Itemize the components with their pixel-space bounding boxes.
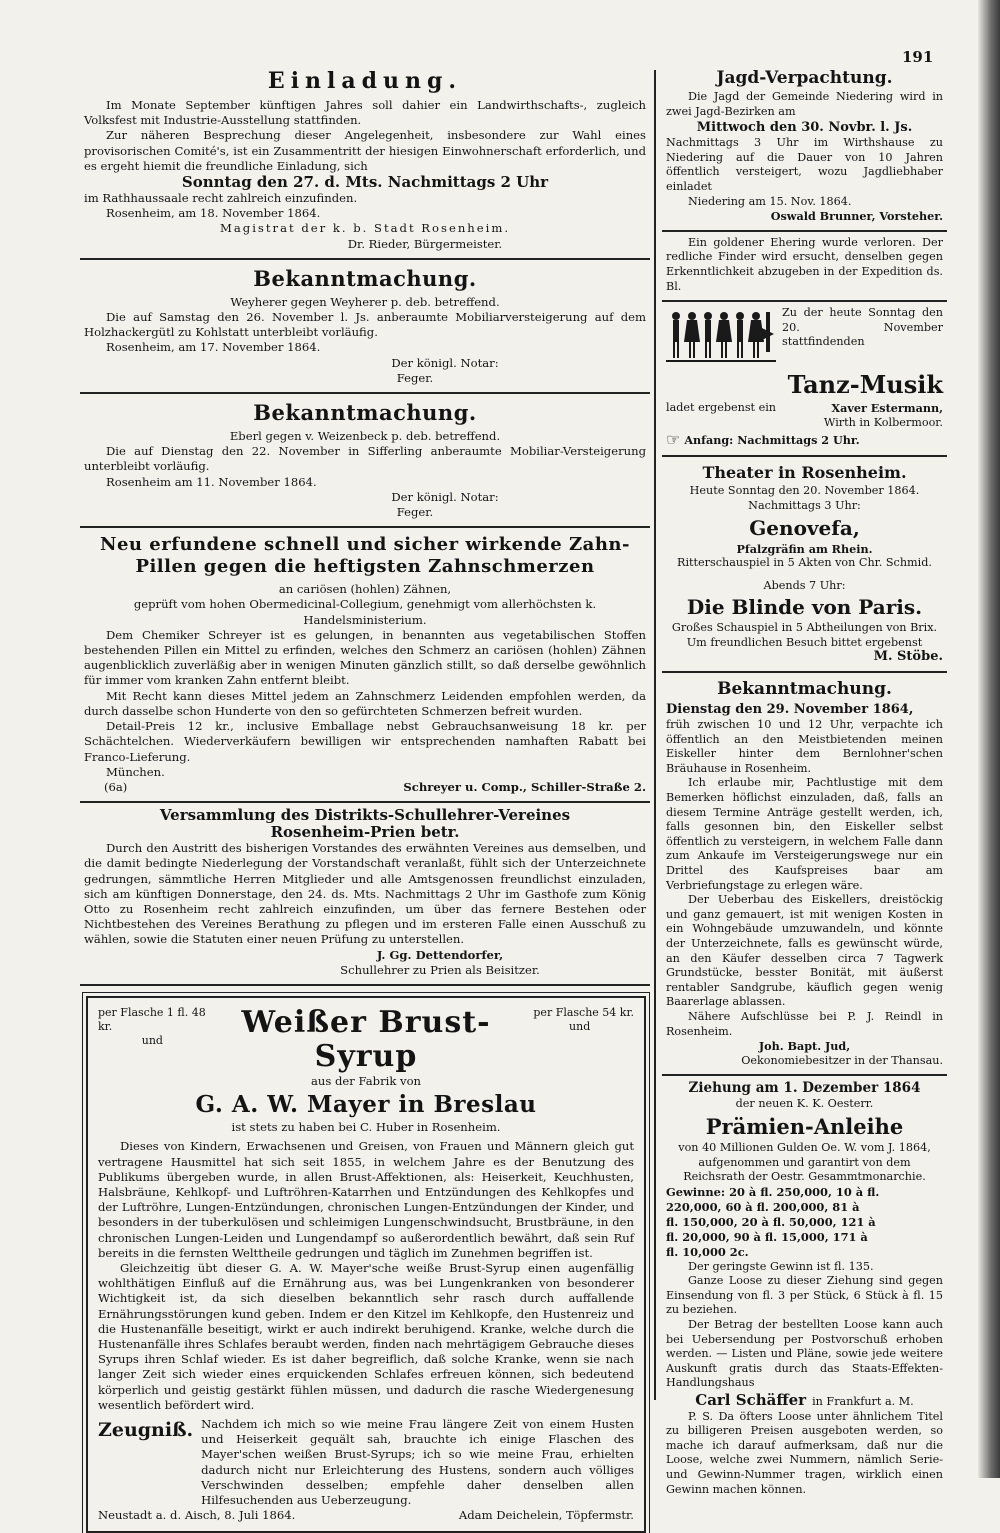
zahn-code: (6a)	[104, 779, 128, 794]
ehering-text: Ein goldener Ehering wurde verloren. Der redliche Finder wird ersucht, denselben gegen Erkenntlichkeit abzugeben in der Expedition ds. Bl.	[666, 235, 943, 293]
zahn-city: München.	[106, 764, 165, 779]
zahn-title: Neu erfundene schnell und sicher wirkende Zahn-Pillen gegen die heftigsten Zahnschmerzen	[100, 534, 630, 578]
anleihe-l3: von 40 Millionen Gulden Oe. W. vom J. 1864, aufgenommen und garantirt von dem Reichsrath der Oestr. Gesammtmonarchie.	[678, 1140, 931, 1184]
einladung-p2: Zur näheren Besprechung dieser Angelegenheit, insbesondere zur Wahl eines provisorischen Comité's, ist ein Zusammentritt der hiesigen Einwohnerschaft erforderlich, und es ergeht hiemit die freundliche Einladung, sich	[84, 128, 646, 173]
theater-play1c: Ritterschauspiel in 5 Akten von Chr. Schmid.	[677, 556, 932, 570]
price-right-und: und	[569, 1019, 591, 1033]
verein-text: Durch den Austritt des bisherigen Vorstandes des erwähnten Vereines aus demselben, und die damit bedingte Niederlegung der Vorstandschaft veranlaßt, fühlt sich der Unterzeichnete gedrungen, sämmtliche Herren Mitglieder und alle Amtsgenossen freundlichst einzuladen, sich am künftigen Donnerstage, den 24. ds. Mts. Nachmittags 2 Uhr im Gasthofe zum König Otto zu Rosenheim recht zahlreich einzufinden, um über das fernere Bestehen oder Nichtbestehen des Vereines Berathung zu pflegen und im ersteren Falle einen Ausschuß zu wählen, sowie die Statuten einer neuen Prüfung zu unterstellen.	[84, 841, 646, 947]
zeugnis-place-date: Neustadt a. d. Aisch, 8. Juli 1864.	[98, 1508, 296, 1523]
gain-line: fl. 20,000, 90 à fl. 15,000, 171 à	[666, 1229, 868, 1244]
anleihe-title: Prämien-Anleihe	[705, 1113, 904, 1139]
tanz-host: Xaver Estermann,	[831, 401, 943, 416]
theater-title: Theater in Rosenheim.	[702, 463, 907, 483]
einladung-date: Sonntag den 27. d. Mts. Nachmittags 2 Uhr	[181, 173, 549, 192]
anleihe-p2: Der Betrag der bestellten Loose kann auch bei Uebersendung per Postvorschuß erhoben werden. — Listen und Pläne, sowie jede weitere Auskunft gratis durch das Staats-Effekten-Handlungshaus	[666, 1318, 943, 1390]
zeugnis-block	[98, 1417, 634, 1508]
syrup-dealer: ist stets zu haben bei C. Huber in Rosenheim.	[231, 1120, 501, 1135]
zeugnis-footer	[98, 1508, 634, 1523]
anleihe-min: Der geringste Gewinn ist fl. 135.	[688, 1259, 874, 1273]
dancers-illustration	[666, 308, 776, 366]
jagd-sig: Oswald Brunner, Vorsteher.	[770, 209, 943, 224]
gain-line: fl. 150,000, 20 à fl. 50,000, 121 à	[666, 1214, 876, 1229]
bek3-sig1: Joh. Bapt. Jud,	[758, 1039, 851, 1054]
theater-l3: Abends 7 Uhr:	[763, 578, 846, 592]
column-divider	[654, 70, 656, 1400]
bekanntmachung-1	[80, 260, 650, 394]
zahn-sub1: an cariösen (hohlen) Zähnen,	[278, 582, 452, 597]
bek2-sig2: Feger.	[396, 505, 434, 520]
bek2-place-date: Rosenheim am 11. November 1864.	[106, 474, 317, 489]
einladung-notice	[80, 62, 650, 260]
verein-sig2: Schullehrer zu Prien als Beisitzer.	[340, 962, 540, 977]
anleihe-gains	[666, 1185, 943, 1260]
anleihe-firm-row	[666, 1391, 943, 1410]
theater-l2: Nachmittags 3 Uhr:	[748, 498, 861, 512]
pointing-hand-icon: ☞	[666, 430, 681, 450]
syrup-title: Weißer Brust-Syrup	[241, 1004, 491, 1074]
bek2-sig1: Der königl. Notar:	[391, 489, 499, 504]
schullehrer-verein-notice	[80, 803, 650, 986]
verein-title1: Versammlung des Distrikts-Schullehrer-Vereines	[159, 806, 571, 825]
tanz-musik-ad	[662, 302, 947, 457]
jagd-title: Jagd-Verpachtung.	[716, 68, 893, 88]
verein-sig1: J. Gg. Dettendorfer,	[376, 947, 504, 962]
theater-l1: Heute Sonntag den 20. November 1864.	[689, 484, 920, 498]
zeugnis-signer: Adam Deichelein, Töpfermstr.	[458, 1508, 634, 1523]
price-left-und: und	[141, 1033, 163, 1047]
zahn-p1: Dem Chemiker Schreyer ist es gelungen, in benannten aus vegetabilischen Stoffen bestehenden Pillen ein Mittel zu erfinden, welches den Schmerz an cariösen (hohlen) Zähnen augenblicklich zuverläßig aber in wenigen Minuten gänzlich stillt, so daß derselbe gewöhnlich für immer vom kranken Zahn entfernt bleibt.	[84, 627, 646, 688]
bek2-subject: Eberl gegen v. Weizenbeck p. deb. betreffend.	[229, 429, 501, 444]
left-column	[80, 62, 650, 1523]
theater-play1: Genovefa,	[749, 515, 860, 540]
praemien-anleihe-ad	[662, 1076, 947, 1503]
gain-line: Gewinne: 20 à fl. 250,000, 10 à fl.	[666, 1184, 880, 1199]
tanz-host2: Wirth in Kolbermoor.	[823, 415, 943, 429]
einladung-place-date: Rosenheim, am 18. November 1864.	[106, 206, 321, 221]
theater-play1b: Pfalzgräfin am Rhein.	[736, 541, 873, 556]
theater-ad	[662, 457, 947, 673]
anleihe-ps: P. S. Da öfters Loose unter ähnlichem Titel zu billigeren Preisen ausgeboten werden, so mache ich darauf aufmerksam, daß nur die Loose, welche zwei Nummern, nämlich Serie- und Gewinn-Nummer tragen, wirklich einen Gewinn machen können.	[666, 1409, 943, 1496]
einladung-p1: Im Monate September künftigen Jahres soll dahier ein Landwirthschafts-, zugleich Volksfest mit Industrie-Ausstellung stattfinden.	[84, 98, 646, 128]
jagd-verpachtung	[662, 62, 947, 232]
syrup-p1: Dieses von Kindern, Erwachsenen und Greisen, von Frauen und Männern gleich gut vertragene Hausmittel hat sich seit 1855, in welchem Jahre es der Benutzung des Publikums übergeben wurde, in allen Brust-Affektionen, als: Heiserkeit, Keuchhusten, Halsbräune, Kehlkopf- und Luftröhren-Katarrhen und Entzündungen des Kehlkopfes und der Luftröhre, Lungen-Entzündungen, chronischen Lungen-Entzündungen der Kinder, und besonders in der tuberkulösen und schleimigen Lungenschwindsucht, Brustbräune, in den chronischen Lungen-Leiden und Lungendampf so außerordentlich bewährt, daß sein Ruf bereits in die fernsten Welttheile gedrungen und täglich im Zunehmen begriffen ist.	[98, 1139, 634, 1260]
bek2-title: Bekanntmachung.	[253, 400, 477, 426]
verein-title2: Rosenheim-Prien betr.	[270, 823, 460, 842]
bek1-text: Die auf Samstag den 26. November l. Js. anberaumte Mobiliarversteigerung auf dem Holzhackergütl zu Kohlstatt unterbleibt vorläufig.	[84, 310, 646, 340]
zahn-footer	[84, 780, 646, 795]
bek3-sig2: Oekonomiebesitzer in der Thansau.	[741, 1053, 943, 1067]
einladung-sig2: Dr. Rieder, Bürgermeister.	[347, 236, 503, 251]
anleihe-l2: der neuen K. K. Oesterr.	[735, 1097, 874, 1111]
syrup-from: aus der Fabrik von	[310, 1073, 422, 1088]
theater-l4: Um freundlichen Besuch bittet ergebenst	[686, 635, 923, 649]
price-right-text: per Flasche 54 kr.	[533, 1005, 635, 1019]
bek3-date: Dienstag den 29. November 1864,	[666, 702, 914, 718]
page-edge-shadow	[978, 0, 1000, 1478]
jagd-place-date: Niedering am 15. Nov. 1864.	[688, 194, 852, 208]
bek1-subject: Weyherer gegen Weyherer p. deb. betreffend.	[230, 294, 500, 309]
einladung-p3: im Rathhaussaale recht zahlreich einzufinden.	[84, 191, 358, 206]
bek1-place-date: Rosenheim, am 17. November 1864.	[106, 340, 321, 355]
tanz-top	[666, 306, 943, 368]
bek1-title: Bekanntmachung.	[253, 265, 477, 291]
zeugnis-text: Nachdem ich mich so wie meine Frau längere Zeit von einem Husten und Heiserkeit gequält sah, brauchte ich einige Flaschen des Mayer'schen weißen Brust-Syrups; ich so wie meine Frau, erhielten dadurch nicht nur Erleichterung des Hustens, sondern auch völliges Verschwinden desselben; empfehle daher denselben allen Hilfesuchenden aus Ueberzeugung.	[201, 1417, 634, 1508]
bekanntmachung-3	[662, 673, 947, 1076]
theater-play2: Die Blinde von Paris.	[686, 595, 923, 620]
syrup-price-left	[98, 1006, 207, 1048]
theater-play2b: Großes Schauspiel in 5 Abtheilungen von Brix.	[671, 621, 938, 635]
zahn-p2: Mit Recht kann dieses Mittel jedem an Zahnschmerz Leidenden empfohlen werden, da durch dasselbe schon Hunderte von den so gefürchteten Schmerzen befreit wurden.	[84, 688, 646, 718]
zeugnis-title: Zeugniß.	[98, 1419, 194, 1441]
brust-syrup-ad	[86, 996, 646, 1533]
syrup-header	[98, 1006, 634, 1074]
zahn-sub2: geprüft vom hohen Obermedicinal-Collegium, genehmigt vom allerhöchsten k. Handelsministerium.	[133, 597, 597, 627]
bek1-sig1: Der königl. Notar:	[391, 355, 499, 370]
zahn-p3: Detail-Preis 12 kr., inclusive Emballage nebst Gebrauchsanweisung 18 kr. per Schächtelchen. Wiederverkäufern bewilligen wir entsprechenden namhaften Rabatt bei Franco-Lieferung.	[84, 719, 646, 764]
price-left-text: per Flasche 1 fl. 48 kr.	[98, 1005, 206, 1033]
bekanntmachung-2	[80, 394, 650, 528]
jagd-p2: Nachmittags 3 Uhr im Wirthshause zu Niedering auf die Dauer von 10 Jahren öffentlich versteigert, wozu Jagdliebhaber einladet	[666, 136, 943, 193]
syrup-p2: Gleichzeitig übt dieser G. A. W. Mayer'sche weiße Brust-Syrup einen augenfällig wohlthätigen Einfluß auf die Ernährung aus, was bei Lungenkranken von besonderer Wichtigkeit ist, da sich dieselben bekanntlich sehr rasch durch auffallende Ernährungsstörungen kund geben. Indem er den Kitzel im Kehlkopfe, den Hustenreiz und die Hustenanfälle beseitigt, wirkt er auch indirekt beruhigend. Kranke, welche durch die Hustenanfälle ihres Schlafes beraubt werden, finden nach mehrtägigem Gebrauche dieses Syrups ihren Schlaf wieder. Es ist daher begreiflich, daß solche Kranke, wenn sie nach langer Zeit sich wieder eines erquickenden Schlafes erfreuen können, sich bedeutend körperlich und geistig gestärkt fühlen müssen, und dadurch die rasche Wiedergenesung wesentlich befördert wird.	[98, 1260, 634, 1412]
theater-sig: M. Stöbe.	[873, 649, 943, 665]
tanz-host-row	[666, 401, 943, 416]
syrup-maker: G. A. W. Mayer in Breslau	[195, 1091, 537, 1119]
bek3-p3: Der Ueberbau des Eiskellers, dreistöckig und ganz gemauert, ist mit wenigen Kosten in ein Wohngebäude umzuwandeln, und könnte der Unterzeichnete, falls es gewünscht würde, an den Käufer desselben circa 7 Tagwerk Grundstücke, besster Bonität, mit äußerst rentabler Sandgrube, käuflich gegen wenig Baarerlage ablassen.	[666, 893, 943, 1009]
anleihe-p1: Ganze Loose zu dieser Ziehung sind gegen Einsendung von fl. 3 per Stück, 6 Stück à fl. 15 zu beziehen.	[666, 1274, 943, 1317]
anleihe-l1: Ziehung am 1. Dezember 1864	[688, 1080, 921, 1097]
bek1-sig2: Feger.	[396, 370, 434, 385]
jagd-date: Mittwoch den 30. Novbr. l. Js.	[696, 120, 913, 136]
gain-line: fl. 10,000 2c.	[666, 1244, 749, 1259]
tanz-intro: Zu der heute Sonntag den 20. November stattfindenden	[782, 306, 943, 349]
jagd-p1: Die Jagd der Gemeinde Niedering wird in zwei Jagd-Bezirken am	[666, 90, 943, 118]
anleihe-firm: Carl Schäffer	[695, 1391, 807, 1410]
bek3-p2: Ich erlaube mir, Pachtlustige mit dem Bemerken höflichst einzuladen, daß, falls an diesem Termine Anträge gestellt werden, ich, falls gesonnen bin, den Eiskeller selbst öffentlich zu versteigern, in welchem Falle dann zum Ankaufe im Versteigerungswege nur ein Drittel des Kaufspreises baar am Verbriefungstage zu erlegen wäre.	[666, 776, 943, 892]
bek3-title: Bekanntmachung.	[717, 679, 892, 700]
bek3-p1: früh zwischen 10 und 12 Uhr, verpachte ich öffentlich an den Meistbietenden meinen Eiskeller hinter dem Bernlohner'schen Bräuhause in Rosenheim.	[666, 718, 943, 775]
ehering-notice	[662, 232, 947, 302]
syrup-price-right	[525, 1006, 634, 1034]
zahn-firm: Schreyer u. Comp., Schiller-Straße 2.	[403, 779, 646, 794]
bek2-text: Die auf Dienstag den 22. November in Sifferling anberaumte Mobiliar-Versteigerung unterbleibt vorläufig.	[84, 444, 646, 474]
gain-line: 220,000, 60 à fl. 200,000, 81 à	[666, 1199, 860, 1214]
tanz-anfang: Anfang: Nachmittags 2 Uhr.	[684, 432, 860, 447]
einladung-title: Einladung.	[267, 68, 463, 94]
tanz-anfang-row	[666, 430, 943, 449]
bek3-p4: Nähere Aufschlüsse bei P. J. Reindl in Rosenheim.	[666, 1009, 943, 1038]
page-number: 191	[902, 48, 934, 66]
zahn-pillen-ad	[80, 528, 650, 803]
einladung-sig1: Magistrat der k. b. Stadt Rosenheim.	[220, 221, 510, 236]
tanz-title: Tanz-Musik	[787, 370, 943, 400]
tanz-ladet: ladet ergebenst ein	[666, 401, 777, 415]
anleihe-firm-city: in Frankfurt a. M.	[812, 1395, 914, 1409]
right-column	[662, 62, 947, 1496]
